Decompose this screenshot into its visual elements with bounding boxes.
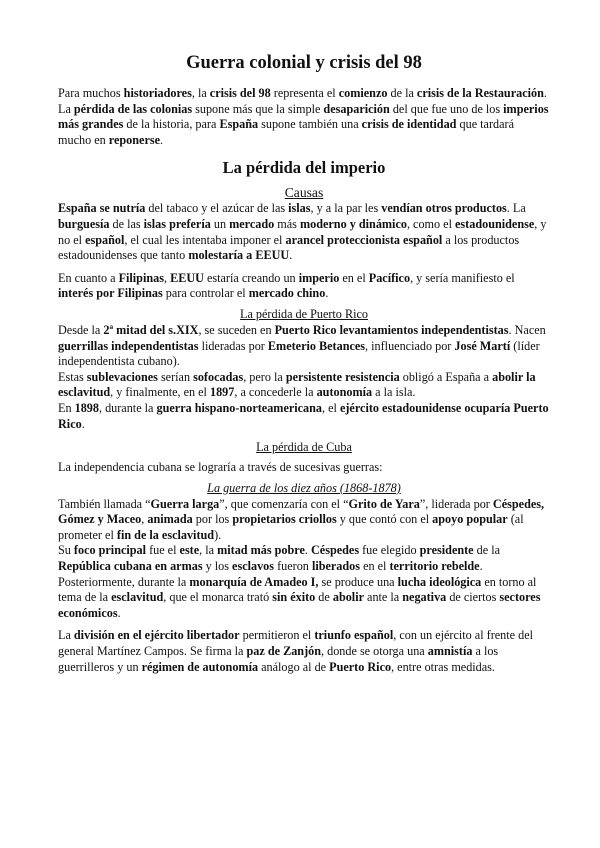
- bold-text-run: España: [219, 117, 259, 132]
- text-run: permitieron el: [239, 628, 315, 643]
- text-run: a la isla.: [372, 385, 416, 400]
- text-run: del que fue uno de los: [389, 101, 504, 116]
- text-run: , pero la: [243, 369, 286, 384]
- bold-text-run: Emeterio Betances: [267, 338, 366, 353]
- text-run: para controlar el: [162, 286, 249, 301]
- text-run: ”, liderada por: [419, 496, 493, 511]
- text-run: , que el monarca trató: [163, 590, 273, 605]
- bold-text-run: España se nutría: [58, 201, 146, 216]
- bold-text-run: historiadores: [123, 86, 192, 100]
- bold-text-run: lucha ideológica: [397, 574, 482, 589]
- text-run: en torno al tema de la: [58, 574, 537, 605]
- subheading-puerto-rico: La pérdida de Puerto Rico: [240, 306, 368, 321]
- bold-text-run: mitad más pobre: [217, 543, 305, 558]
- text-run: , influenciado por: [365, 338, 455, 353]
- text-run: ”, que comenzaría con el “: [219, 496, 349, 511]
- bold-text-run: Céspedes: [311, 543, 360, 558]
- bold-text-run: territorio rebelde: [389, 559, 480, 574]
- bold-text-run: persistente resistencia: [285, 369, 400, 384]
- text-run: fueron: [274, 559, 312, 574]
- causas-paragraph-1: [58, 201, 550, 263]
- bold-text-run: imperios más grandes: [58, 101, 549, 132]
- bold-text-run: Céspedes, Gómez y Maceo: [58, 496, 545, 527]
- text-run: , el cual les intentaba imponer el: [124, 232, 286, 247]
- bold-text-run: autonomía: [316, 385, 373, 400]
- bold-text-run: moderno y dinámico: [299, 216, 407, 231]
- bold-text-run: Grito de Yara: [348, 496, 420, 511]
- bold-text-run: guerrillas independentistas: [58, 338, 199, 353]
- text-run: estaría creando un: [203, 270, 299, 285]
- text-run: .: [160, 132, 164, 147]
- text-run: La: [58, 628, 74, 643]
- text-run: , donde se otorga una: [321, 644, 428, 659]
- text-run: que tardará mucho en: [58, 117, 514, 147]
- document-title: Guerra colonial y crisis del 98: [186, 53, 422, 73]
- bold-text-run: reponerse: [108, 132, 161, 147]
- bold-text-run: paz de Zanjón: [246, 644, 322, 659]
- puerto-rico-paragraph-2: [58, 370, 550, 401]
- text-run: , y sería manifiesto el: [410, 270, 515, 285]
- text-run: .: [81, 416, 85, 431]
- bold-text-run: imperio: [298, 270, 340, 285]
- bold-text-run: guerra hispano-norteamericana: [156, 400, 323, 415]
- bold-text-run: Guerra larga: [150, 496, 220, 511]
- text-run: Su: [58, 543, 74, 558]
- section-heading-imperio: La pérdida del imperio: [222, 158, 386, 178]
- bold-text-run: islas: [288, 201, 311, 216]
- bold-text-run: 1897: [209, 385, 235, 400]
- cuba-paragraph-4: [58, 628, 550, 675]
- text-run: a los productos estadounidenses que tanto: [58, 232, 520, 263]
- text-run: , y a la par les: [310, 201, 382, 216]
- bold-text-run: este: [179, 543, 200, 558]
- text-run: ante la: [364, 590, 403, 605]
- bold-text-run: abolir: [332, 590, 364, 605]
- bold-text-run: República cubana en armas: [58, 559, 203, 574]
- bold-text-run: interés por Filipinas: [58, 286, 163, 301]
- text-run: obligó a España a: [399, 369, 493, 384]
- bold-text-run: comienzo: [338, 86, 388, 100]
- text-run: .: [479, 559, 483, 574]
- bold-text-run: monarquía de Amadeo I,: [189, 574, 319, 589]
- bold-text-run: Puerto Rico levantamientos independentistas: [274, 322, 509, 337]
- bold-text-run: crisis de identidad: [361, 117, 457, 132]
- bold-text-run: sublevaciones: [86, 369, 158, 384]
- text-run: , durante la: [98, 400, 157, 415]
- bold-text-run: esclavitud: [111, 590, 164, 605]
- bold-text-run: burguesía: [58, 216, 110, 231]
- bold-text-run: fin de la esclavitud: [116, 527, 215, 542]
- bold-text-run: EEUU: [170, 270, 204, 285]
- bold-text-run: amnistía: [427, 644, 473, 659]
- text-run: , el: [322, 400, 340, 415]
- text-run: por los: [192, 512, 233, 527]
- causas-paragraph-2: [58, 271, 550, 302]
- bold-text-run: crisis de la Restauración: [416, 86, 544, 100]
- text-run: .: [325, 286, 329, 301]
- text-run: Para muchos: [58, 86, 124, 100]
- bold-text-run: vendían otros productos: [381, 201, 507, 216]
- bold-text-run: sofocadas: [193, 369, 244, 384]
- bold-text-run: islas prefería: [143, 216, 211, 231]
- text-run: En cuanto a: [58, 270, 119, 285]
- text-run: de ciertos: [446, 590, 500, 605]
- text-run: En: [58, 400, 75, 415]
- text-run: , como el: [406, 216, 456, 231]
- bold-text-run: animada: [147, 512, 193, 527]
- text-run: ,: [163, 270, 171, 285]
- text-run: más: [274, 216, 300, 231]
- bold-text-run: propietarios criollos: [232, 512, 337, 527]
- bold-text-run: abolir la esclavitud: [58, 369, 536, 400]
- bold-text-run: mercado chino: [248, 286, 326, 301]
- text-run: .: [117, 605, 121, 620]
- text-run: , y no el: [58, 216, 547, 247]
- text-run: fue el: [146, 543, 180, 558]
- cuba-paragraph-3: [58, 575, 550, 622]
- bold-text-run: triunfo español: [314, 628, 394, 643]
- text-run: , la: [191, 86, 210, 100]
- text-run: , entre otras medidas.: [391, 659, 495, 674]
- text-run: .: [289, 248, 293, 263]
- text-run: También llamada “: [58, 496, 151, 511]
- text-run: y que contó con el: [336, 512, 433, 527]
- bold-text-run: esclavos: [232, 559, 275, 574]
- bold-text-run: presidente: [419, 543, 474, 558]
- bold-text-run: apoyo popular: [432, 512, 508, 527]
- text-run: , la: [199, 543, 218, 558]
- text-run: representa el: [270, 86, 339, 100]
- cuba-intro: La independencia cubana se lograría a través de sucesivas guerras:: [58, 460, 383, 475]
- bold-text-run: crisis del 98: [209, 86, 271, 100]
- subheading-cuba: La pérdida de Cuba: [256, 440, 352, 455]
- text-run: Desde la: [58, 322, 104, 337]
- text-run: de la: [473, 543, 501, 558]
- text-run: . Nacen: [508, 322, 546, 337]
- text-run: (al prometer el: [58, 512, 524, 542]
- text-run: , se suceden en: [198, 322, 275, 337]
- text-run: en el: [339, 270, 369, 285]
- bold-text-run: Filipinas: [118, 270, 164, 285]
- text-run: , y finalmente, en el: [110, 385, 210, 400]
- text-run: , con un ejército al frente del general Martínez Campos. Se firma la: [58, 628, 534, 659]
- text-run: un: [210, 216, 230, 231]
- text-run: fue elegido: [359, 543, 420, 558]
- text-run: ).: [214, 527, 222, 542]
- bold-text-run: Pacífico: [368, 270, 411, 285]
- text-run: Estas: [58, 369, 87, 384]
- text-run: y los: [202, 559, 233, 574]
- cuba-paragraph-1: [58, 497, 550, 544]
- text-run: supone también una: [258, 117, 362, 132]
- bold-text-run: liberados: [311, 559, 361, 574]
- text-run: . La: [58, 86, 547, 116]
- bold-text-run: 1898: [74, 400, 99, 415]
- text-run: Posteriormente, durante la: [58, 574, 190, 589]
- document-page: [58, 52, 550, 675]
- bold-text-run: régimen de autonomía: [141, 659, 259, 674]
- text-run: de: [315, 590, 333, 605]
- bold-text-run: pérdida de las colonias: [73, 101, 193, 116]
- text-run: del tabaco y el azúcar de las: [145, 201, 289, 216]
- text-run: lideradas por: [198, 338, 268, 353]
- puerto-rico-paragraph-1: [58, 323, 550, 370]
- bold-text-run: ejército estadounidense ocuparía Puerto Rico: [58, 400, 549, 431]
- text-run: . La: [506, 201, 526, 216]
- subheading-diez-anos: La guerra de los diez años (1868-1878): [207, 480, 401, 495]
- bold-text-run: José Martí: [454, 338, 511, 353]
- bold-text-run: división en el ejército libertador: [73, 628, 240, 643]
- bold-text-run: sectores económicos: [58, 590, 541, 620]
- text-run: .: [304, 543, 311, 558]
- text-run: análogo al de: [258, 659, 330, 674]
- bold-text-run: molestaría a EEUU: [188, 248, 290, 263]
- cuba-paragraph-2: [58, 543, 550, 574]
- puerto-rico-paragraph-3: [58, 401, 550, 432]
- bold-text-run: Puerto Rico: [329, 659, 392, 674]
- text-run: ,: [141, 512, 148, 527]
- bold-text-run: negativa: [402, 590, 447, 605]
- bold-text-run: arancel proteccionista español: [285, 232, 443, 247]
- text-run: de las: [109, 216, 144, 231]
- bold-text-run: 2ª mitad del s.XIX: [103, 322, 199, 337]
- text-run: serían: [157, 369, 194, 384]
- text-run: a los guerrilleros y un: [58, 644, 499, 674]
- bold-text-run: estadounidense: [455, 216, 535, 231]
- intro-paragraph: [58, 86, 550, 148]
- bold-text-run: mercado: [229, 216, 275, 231]
- text-run: supone más que la simple: [192, 101, 324, 116]
- text-run: se produce una: [318, 574, 398, 589]
- text-run: de la historia, para: [123, 117, 220, 132]
- bold-text-run: desaparición: [323, 101, 390, 116]
- text-run: de la: [387, 86, 417, 100]
- text-run: , a concederle la: [234, 385, 317, 400]
- text-run: (líder independentista cubano).: [58, 338, 540, 369]
- bold-text-run: foco principal: [73, 543, 147, 558]
- bold-text-run: español: [85, 232, 125, 247]
- text-run: en el: [360, 559, 390, 574]
- bold-text-run: sin éxito: [272, 590, 316, 605]
- subheading-causas: Causas: [284, 185, 324, 201]
